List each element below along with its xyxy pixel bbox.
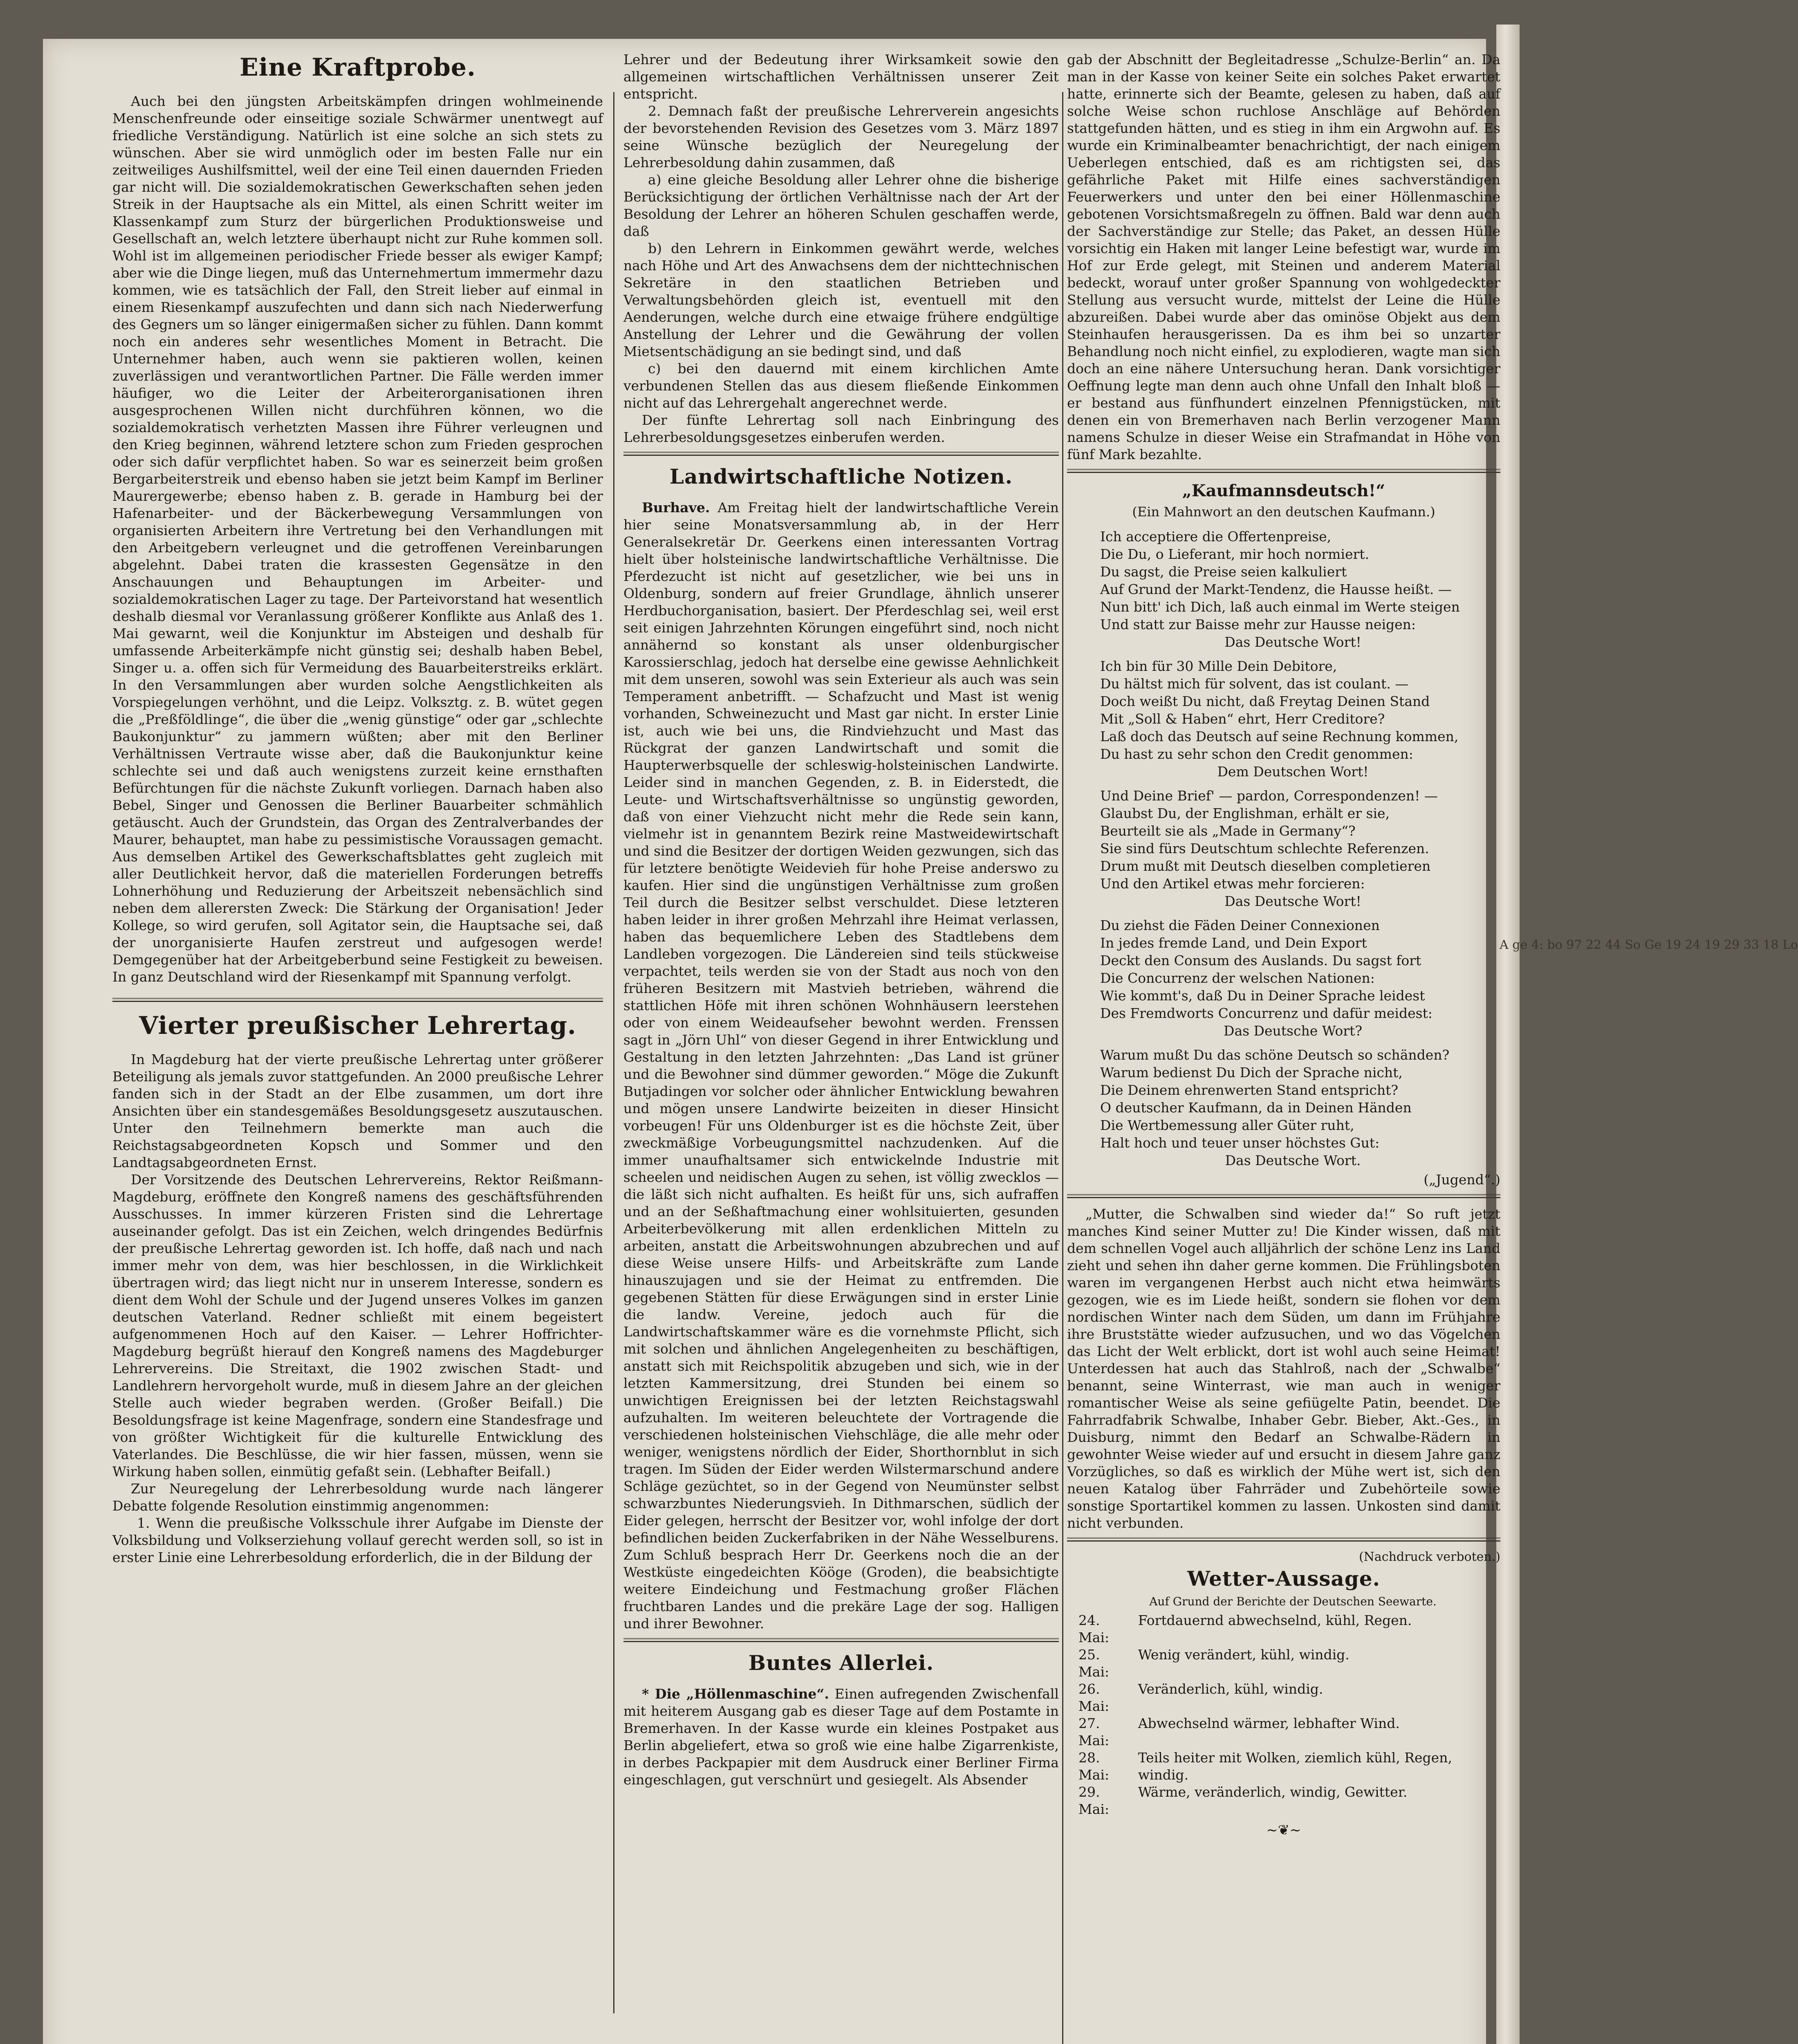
article-paragraph: Lehrer und der Bedeutung ihrer Wirksamkeit sowie den allgemeinen wirtschaftlichen Verhältnissen unserer Zeit entspricht. [623,52,1059,102]
weather-row [1078,1612,1500,1646]
weather-forecast: Wenig verändert, kühl, windig. [1138,1647,1350,1663]
section-divider [1067,469,1500,473]
weather-forecast: Veränderlich, kühl, windig. [1138,1681,1323,1697]
article-title-lehrertag: Vierter preußischer Lehrertag. [139,1011,576,1040]
poem-line: Beurteilt sie als „Made in Germany“? [1100,823,1356,839]
weather-table [1078,1612,1500,1818]
poem-subtitle: (Ein Mahnwort an den deutschen Kaufmann.) [1132,504,1435,520]
weather-row [1078,1681,1500,1715]
poem-line: Ich bin für 30 Mille Dein Debitore, [1100,658,1337,674]
poem-line: Mit „Soll & Haben“ ehrt, Herr Creditore? [1100,711,1385,727]
column-rule-2 [1062,92,1063,2044]
poem-title: „Kaufmannsdeutsch!“ [1182,481,1385,500]
advertorial-paragraph: „Mutter, die Schwalben sind wieder da!“ So ruft jetzt manches Kind seiner Mutter zu! Die Kinder wissen, daß mit dem schnellen Vogel auch alljährlich der schöne Lenz ins Land zieht und sehen ihn daher gerne kommen. Die Frühlingsboten waren im vergangenen Herbst auch nicht etwa heimwärts gezogen, wie es im Liede heißt, sondern sie flohen vor dem nordischen Winter nach dem Süden, um dann im Frühjahre ihre Bruststätte wieder aufzusuchen, und wo das Vögelchen das Licht der Welt erblickt, dort ist wohl auch seine Heimat! Unterdessen hat auch das Stahlroß, nach der „Schwalbe“ benannt, seine Winterrast, wie man auch in weniger romantischer Weise als seine gefiügelte Patin, beendet. Die Fahrradfabrik Schwalbe, Inhaber Gebr. Bieber, Akt.-Ges., in Duisburg, nimmt den Bedarf an Schwalbe-Rädern in gewohnter Weise wieder auf und ersucht in diesem Jahre ganz Vorzügliches, so daß es wirklich der Mühe wert ist, sich den neuen Katalog über Fahrräder und Zubehörteile sowie sonstige Sportartikel kommen zu lassen. Unkosten sind damit nicht verbunden. [1067,1206,1500,1531]
poem-line: Und den Artikel etwas mehr forcieren: [1100,876,1365,892]
weather-row [1078,1749,1500,1784]
poem-refrain: Das Deutsche Wort? [1223,1023,1363,1039]
poem-line: Du ziehst die Fäden Deiner Connexionen [1100,917,1380,933]
weather-title: Wetter-Aussage. [1187,1567,1380,1591]
weather-date: 25. Mai: [1078,1647,1110,1680]
article-paragraph [623,499,1059,1632]
weather-row [1078,1784,1500,1818]
article-paragraph: c) bei den dauernd mit einem kirchlichen Amte verbundenen Stellen das aus diesem fließende Einkommen nicht auf das Lehrergehalt angerechnet werde. [623,361,1059,411]
poem-line: Warum bedienst Du Dich der Sprache nicht, [1100,1065,1403,1080]
poem-line: Warum mußt Du das schöne Deutsch so schänden? [1100,1047,1450,1063]
column-2 [623,51,1059,2044]
next-page-edge-text: A ge 4: bo 97 22 44 So Ge 19 24 19 29 33 18 Lo [1500,938,1798,952]
weather-forecast: Teils heiter mit Wolken, ziemlich kühl, Regen, windig. [1138,1750,1452,1783]
poem-line: Des Fremdworts Concurrenz und dafür meidest: [1100,1005,1433,1021]
dateline: Burhave. [642,500,710,515]
article-paragraph: a) eine gleiche Besoldung aller Lehrer ohne die bisherige Berücksichtigung der örtlichen Verhältnisse nach der Art der Besoldung der Lehrer an höheren Schulen geschaffen werde, daß [623,172,1059,239]
article-paragraph: Zur Neuregelung der Lehrerbesoldung wurde nach längerer Debatte folgende Resolution einstimmig angenommen: [112,1481,603,1514]
poem-line: Glaubst Du, der Englishman, erhält er sie, [1100,805,1390,821]
poem-line: Halt hoch und teuer unser höchstes Gut: [1100,1135,1380,1151]
poem-line: Nun bitt' ich Dich, laß auch einmal im Werte steigen [1100,599,1460,615]
article-title-kraftprobe: Eine Kraftprobe. [240,53,476,82]
article-title-landwirtschaft: Landwirtschaftliche Notizen. [669,464,1013,489]
poem-line: Sie sind fürs Deutschtum schlechte Referenzen. [1100,840,1429,856]
poem-stanza [1067,917,1500,1040]
article-paragraph: b) den Lehrern in Einkommen gewährt werde, welches nach Höhe und Art des Anwachsens dem der nichttechnischen Sekretäre in den staatlichen Betrieben und Verwaltungsbehörden gleich ist, eventuell mit den Aenderungen, welche durch eine etwaige frühere endgültige Anstellung der Lehrer und die Gewährung der vollen Mietsentschädigung an sie bedingt sind, und daß [623,240,1059,359]
poem-source: („Jugend“.) [1424,1172,1500,1188]
poem-line: Drum mußt mit Deutsch dieselben completieren [1100,858,1431,874]
poem-line: Ich acceptiere die Offertenpreise, [1100,529,1332,545]
weather-subtitle: Auf Grund der Berichte der Deutschen Seewarte. [1149,1595,1437,1608]
weather-date: 24. Mai: [1078,1612,1110,1645]
poem-line: Die Wertbemessung aller Güter ruht, [1100,1117,1354,1133]
article-text: Einen aufregenden Zwischenfall mit heiterem Ausgang gab es dieser Tage auf dem Postamte in Bremerhaven. In der Kasse wurde ein kleines Postpaket aus Berlin abgeliefert, etwa so groß wie eine halbe Zigarrenkiste, in derbes Packpapier mit dem Ausdruck einer Berliner Firma eingeschlagen, gut verschnürt und gesiegelt. Als Absender [623,1686,1059,1788]
poem-line: Und Deine Brief' — pardon, Correspondenzen! — [1100,788,1438,804]
poem-line: Die Concurrenz der welschen Nationen: [1100,970,1375,986]
poem-line: Auf Grund der Markt-Tendenz, die Hausse heißt. — [1100,581,1452,597]
poem-line: Du hast zu sehr schon den Credit genommen: [1100,746,1413,762]
weather-date: 28. Mai: [1078,1750,1110,1783]
weather-date: 29. Mai: [1078,1784,1110,1817]
poem-line: Deckt den Consum des Auslands. Du sagst fort [1100,953,1421,968]
poem-line: In jedes fremde Land, und Dein Export [1100,935,1367,951]
weather-forecast: Wärme, veränderlich, windig, Gewitter. [1138,1784,1408,1800]
poem-refrain: Das Deutsche Wort! [1224,634,1361,650]
article-paragraph: Der fünfte Lehrertag soll nach Einbringung des Lehrerbesoldungsgesetzes einberufen werden. [623,412,1059,445]
article-paragraph: 1. Wenn die preußische Volksschule ihrer Aufgabe im Dienste der Volksbildung und Volkserziehung vollauf gerecht werden soll, so ist in erster Linie eine Lehrerbesoldung erforderlich, die in der Bildung der [112,1515,603,1565]
poem-stanza [1067,787,1500,910]
column-rule-1 [613,92,614,2013]
poem-refrain: Dem Deutschen Wort! [1217,764,1369,780]
poem-line: Du sagst, die Preise seien kalkuliert [1100,564,1347,580]
item-heading: * Die „Höllenmaschine“. [642,1686,829,1702]
article-paragraph: gab der Abschnitt der Begleitadresse „Schulze-Berlin“ an. Da man in der Kasse von keiner Seite ein solches Paket erwartet hatte, erinnerte sich der Beamte, gelesen zu haben, daß auf solche Weise schon ruchlose Anschläge auf Behörden stattgefunden hätten, und es stieg in ihm ein Argwohn auf. Es wurde ein Kriminalbeamter benachrichtigt, der nach einigem Ueberlegen entschied, daß es am richtigsten sei, das gefährliche Paket mit Hilfe eines sachverständigen Feuerwerkers und unter den bei einer Höllenmaschine gebotenen Vorsichtsmaßregeln zu öffnen. Bald war denn auch der Sachverständige zur Stelle; das Paket, an dessen Hülle vorsichtig ein Haken mit langer Leine befestigt war, wurde im Hof zur Erde gelegt, mit Steinen und anderem Material bedeckt, worauf unter großer Spannung von wohlgedeckter Stellung aus versucht wurde, mittelst der Leine die Hülle abzureißen. Dabei wurde aber das ominöse Objekt aus dem Steinhaufen herausgerissen. Da es ihm bei so unzarter Behandlung noch nicht einfiel, zu explodieren, wagte man sich doch an eine nähere Untersuchung heran. Dank vorsichtiger Oeffnung legte man denn auch ohne Unfall den Inhalt bloß — er bestand aus fünfhundert einzelnen Pfennigstücken, mit denen ein von Bremerhaven nach Berlin verzogener Mann namens Schulze in dieser Weise ein Strafmandat in Höhe von fünf Mark bezahlte. [1067,52,1500,462]
article-paragraph: Der Vorsitzende des Deutschen Lehrervereins, Rektor Reißmann-Magdeburg, eröffnete den Kongreß namens des geschäftsführenden Ausschusses. In immer kürzeren Fristen sind die Lehrertage auseinander gefolgt. Das ist ein Zeichen, welch dringendes Bedürfnis der preußische Lehrertag geworden ist. Ich hoffe, daß nach und nach immer mehr von dem, was hier beschlossen, in die Wirklichkeit übertragen wird; das liegt nicht nur in unserem Interesse, sondern es dient dem Wohl der Schule und der Jugend unseres Volkes im ganzen deutschen Vaterland. Redner schließt mit einem begeistert aufgenommenen Hoch auf den Kaiser. — Lehrer Hoffrichter-Magdeburg begrüßt hierauf den Kongreß namens des Magdeburger Lehrervereins. Die Streitaxt, die 1902 zwischen Stadt- und Landlehrern hervorgeholt wurde, muß in diesem Jahre an der gleichen Stelle auch wieder begraben werden. (Großer Beifall.) Die Besoldungsfrage ist keine Magenfrage, sondern eine Standesfrage und von größter Wichtigkeit für die kulturelle Entwicklung des Vaterlandes. Die Beschlüsse, die wir hier fassen, müssen, wenn sie Wirkung haben sollen, einmütig gefaßt sein. (Lebhafter Beifall.) [112,1172,603,1479]
weather-date: 27. Mai: [1078,1715,1110,1748]
article-paragraph: 2. Demnach faßt der preußische Lehrerverein angesichts der bevorstehenden Revision des Gesetzes vom 3. März 1897 seine Wünsche bezüglich der Neuregelung der Lehrerbesoldung dahin zusammen, daß [623,103,1059,170]
poem-line: Du hältst mich für solvent, das ist coulant. — [1100,676,1409,692]
article-paragraph: Auch bei den jüngsten Arbeitskämpfen dringen wohlmeinende Menschenfreunde oder einseitige soziale Schwärmer unentwegt auf friedliche Verständigung. Natürlich ist eine solche an sich stets zu wünschen. Aber sie wird unmöglich oder im besten Falle nur ein zeitweiliges Aushilfsmittel, weil der eine Teil einen dauernden Frieden gar nicht will. Die sozialdemokratischen Gewerkschaften sehen jeden Streik in der Hauptsache als ein Mittel, als einen Schritt weiter im Klassenkampf zum Sturz der bürgerlichen Produktionsweise und Gesellschaft an, welch letztere überhaupt nicht zur Ruhe kommen soll. Wohl ist im allgemeinen periodischer Friede besser als ewiger Kampf; aber wie die Dinge liegen, muß das Unternehmertum immermehr dazu kommen, wie es tatsächlich der Fall, den Streit lieber auf einmal in einem Riesenkampf auszufechten und dann sich nach Niederwerfung des Gegners um so länger einigermaßen sicher zu fühlen. Dann kommt noch ein anderes sehr wesentliches Moment in Betracht. Die Unternehmer haben, auch wenn sie paktieren wollen, keinen zuverlässigen und verantwortlichen Partner. Die Fälle werden immer häufiger, wo die Leiter der Arbeiterorganisationen ihren ausgesprochenen Willen nicht durchführen können, wo die sozialdemokratisch verhetzten Massen ihre Führer verleugnen und den Krieg beginnen, während letztere schon zum Frieden gesprochen oder sich dafür verpflichtet haben. So war es seinerzeit beim großen Bergarbeiterstreik und ebenso haben sie jetzt beim Kampf im Berliner Maurergewerbe; ebenso haben z. B. gerade in Hamburg bei der Hafenarbeiter- und der Bäckerbewegung Versammlungen von organisierten Arbeitern ihre Vertretung bei den Verhandlungen mit den Arbeitgebern verleugnet und die getroffenen Vereinbarungen abgelehnt. Dabei traten die krassesten Gegensätze in den Anschauungen und Behauptungen im Arbeiter- und sozialdemokratischen Lager zu tage. Der Parteivorstand hat wesentlich deshalb diesmal vor Veranlassung größerer Konflikte aus Anlaß des 1. Mai gewarnt, weil die Konjunktur im Absteigen und deshalb für umfassende Arbeiterkämpfe nicht günstig sei; deshalb haben Bebel, Singer u. a. offen sich für Vermeidung des Bauarbeiterstreiks erklärt. In den Versammlungen aber wurden solche Aengstlichkeiten als Vorspiegelungen verhöhnt, und die Leipz. Volksztg. z. B. wütet gegen die „Preßföldlinge“, die über die „wenig günstige“ oder gar „schlechte Baukonjunktur“ zu jammern wüßten; aber mit den Berliner Verhältnissen Vertraute wisse aber, daß die Baukonjunktur keine schlechte sei und daß auch wenigstens zurzeit keine ernsthaften Befürchtungen für die nächste Zukunft vorliegen. Darnach haben also Bebel, Singer und Genossen die Berliner Bauarbeiter schmählich getäuscht. Auch der Grundstein, das Organ des Zentralverbandes der Maurer, behauptet, man habe zu pessimistische Voraussagen gemacht. Aus demselben Artikel des Gewerkschaftsblattes geht zugleich mit aller Deutlichkeit hervor, daß die materiellen Forderungen betreffs Lohnerhöhung und Reduzierung der Arbeitszeit nebensächlich sind neben dem allerersten Zweck: Die Stärkung der Organisation! Jeder Kollege, so wird gerufen, soll Agitator sein, die Hauptsache sei, daß der unorganisierte Haufen zerstreut und aufgesogen werde! Demgegenüber hat der Arbeitgeberbund seine Festigkeit zu beweisen. In ganz Deutschland wird der Riesenkampf mit Spannung verfolgt. [112,93,603,985]
article-paragraph [623,1685,1059,1788]
weather-row [1078,1646,1500,1681]
column-1 [112,51,603,1983]
poem-line: Und statt zur Baisse mehr zur Hausse neigen: [1100,616,1416,632]
section-divider [623,452,1059,456]
article-text: Am Freitag hielt der landwirtschaftliche Verein hier seine Monatsversammlung ab, in der Herr Generalsekretär Dr. Geerkens einen interessanten Vortrag hielt über holsteinische landwirtschaftliche Verhältnisse. Die Pferdezucht ist nicht auf gesetzlicher, wie bei uns in Oldenburg, sondern auf freier Grundlage, ähnlich unserer Herdbuchorganisation, basiert. Der Pferdeschlag sei, weil erst seit einigen Jahrzehnten Körungen eingeführt sind, noch nicht annähernd so konstant als unser oldenburgischer Karossierschlag, jedoch hat derselbe eine gewisse Aehnlichkeit mit dem unseren, sowohl was sein Exterieur als auch was sein Temperament anbetrifft. — Schafzucht und Mast ist wenig vorhanden, Schweinezucht und Mast gar nicht. In erster Linie ist, auch wie bei uns, die Rindviehzucht und Mast das Rückgrat der ganzen Landwirtschaft und somit die Haupterwerbsquelle der schleswig-holsteinischen Landwirte. Leider sind in manchen Gegenden, z. B. in Eiderstedt, die Leute- und Wirtschaftsverhältnisse so ungünstig geworden, daß von einer Viehzucht nicht mehr die Rede sein kann, vielmehr ist in genanntem Bezirk reine Mastweidewirtschaft und sind die Besitzer der dortigen Weiden gezwungen, sich das für letztere benötigte Weidevieh für hohe Preise anderswo zu kaufen. Hier sind die ungünstigen Verhältnisse zum großen Teil durch die Besitzer selbst verschuldet. Diese letzteren haben leider in ihrer großen Mehrzahl ihre Heimat verlassen, haben das bequemlichere Leben des Stadtlebens dem Landleben vorgezogen. Die Ländereien sind teils stückweise verpachtet, teils werden sie von der Stadt aus noch von den früheren Besitzern mit Mastvieh betrieben, während die stattlichen Höfe mit ihren schönen Wohnhäusern leerstehen oder von einem Weideaufseher bewohnt werden. Frenssen sagt in „Jörn Uhl“ von dieser Gegend in ihrer Entwicklung und Gestaltung in den letzten Jahrzehnten: „Das Land ist grüner und die Bewohner sind dümmer geworden.“ Möge die Zukunft Butjadingen vor solcher oder ähnlicher Entwicklung bewahren und mögen unsere Landwirte beizeiten in dieser Hinsicht vorbeugen! Für uns Oldenburger ist es die höchste Zeit, über zweckmäßige Vorbeugungsmittel nachzudenken. Auf die immer unaufhaltsamer sich entwickelnde Industrie mit scheelen und neidischen Augen zu sehen, ist völlig zwecklos — die läßt sich nicht aufhalten. Es heißt für uns, sich aufraffen und an der Seßhaftmachung einer wohlsituierten, gesunden Arbeiterbevölkerung mit allen erdenklichen Mitteln zu arbeiten, anstatt die Arbeitswohnungen abzubrechen und auf diese Weise unsere Hilfs- und Arbeitskräfte zum Lande hinauszujagen und sie der Heimat zu entfremden. Die gegebenen Stätten für diese Erwägungen sind in erster Linie die landw. Vereine, jedoch auch für die Landwirtschaftskammer wäre es die vornehmste Pflicht, sich mit solchen und ähnlichen Angelegenheiten zu beschäftigen, anstatt sich mit Reichspolitik abzugeben und sich, wie in der letzten Kammersitzung, drei Stunden bei einem so unwichtigen Ereignissen bei der letzten Reichstagswahl aufzuhalten. Im weiteren beleuchtete der Vortragende die verschiedenen holsteinischen Viehschläge, die alle mehr oder weniger, wenigstens nördlich der Eider, Shorthornblut in sich tragen. Im Süden der Eider werden Wilstermarschund andere Schläge gezüchtet, so in der Gegend von Neumünster selbst schwarzbuntes Niederungsvieh. In Dithmarschen, südlich der Eider gelegen, herrscht der Besitzer vor, wohl infolge der dort befindlichen beiden Zuckerfabriken in der Nähe Wesselburens. Zum Schluß besprach Herr Dr. Geerkens noch die an der Westküste eingedeichten Kööge (Groden), die beabsichtigte weitere Eindeichung und Festmachung großer Flächen fruchtbaren Landes und die prekäre Lage der sog. Halligen und ihrer Bewohner. [623,500,1059,1632]
section-divider [623,1638,1059,1642]
poem-refrain: Das Deutsche Wort! [1224,893,1361,909]
poem-line: Laß doch das Deutsch auf seine Rechnung kommen, [1100,728,1459,744]
weather-date: 26. Mai: [1078,1681,1110,1714]
weather-row [1078,1715,1500,1749]
poem-line: O deutscher Kaufmann, da in Deinen Händen [1100,1100,1412,1116]
poem-refrain: Das Deutsche Wort. [1225,1152,1361,1168]
weather-copyright-note: (Nachdruck verboten.) [1359,1550,1500,1564]
poem-line: Die Du, o Lieferant, mir hoch normiert. [1100,546,1370,562]
poem-stanza [1067,1046,1500,1169]
section-divider [1067,1194,1500,1198]
section-divider [1067,1537,1500,1542]
poem-line: Doch weißt Du nicht, daß Freytag Deinen Stand [1100,693,1430,709]
article-title-buntes-allerlei: Buntes Allerlei. [748,1651,934,1675]
column-3 [1067,51,1500,2036]
ornament-divider: ~❦~ [1266,1822,1301,1838]
article-paragraph: In Magdeburg hat der vierte preußische Lehrertag unter größerer Beteiligung als jemals zuvor stattgefunden. An 2000 preußische Lehrer fanden sich in der Stadt an der Elbe zusammen, um dort ihre Ansichten über ein standesgemäßes Besoldungsgesetz auszutauschen. Unter den Teilnehmern bemerkte man auch die Reichstagsabgeordneten Kopsch und Sommer und den Landtagsabgeordneten Ernst. [112,1051,603,1170]
weather-forecast: Abwechselnd wärmer, lebhafter Wind. [1138,1715,1400,1731]
weather-forecast: Fortdauernd abwechselnd, kühl, Regen. [1138,1612,1412,1628]
poem-line: Die Deinem ehrenwerten Stand entspricht? [1100,1082,1399,1098]
section-divider [112,998,603,1002]
poem-line: Wie kommt's, daß Du in Deiner Sprache leidest [1100,988,1425,1004]
poem-stanza [1067,657,1500,780]
poem-stanza [1067,528,1500,651]
